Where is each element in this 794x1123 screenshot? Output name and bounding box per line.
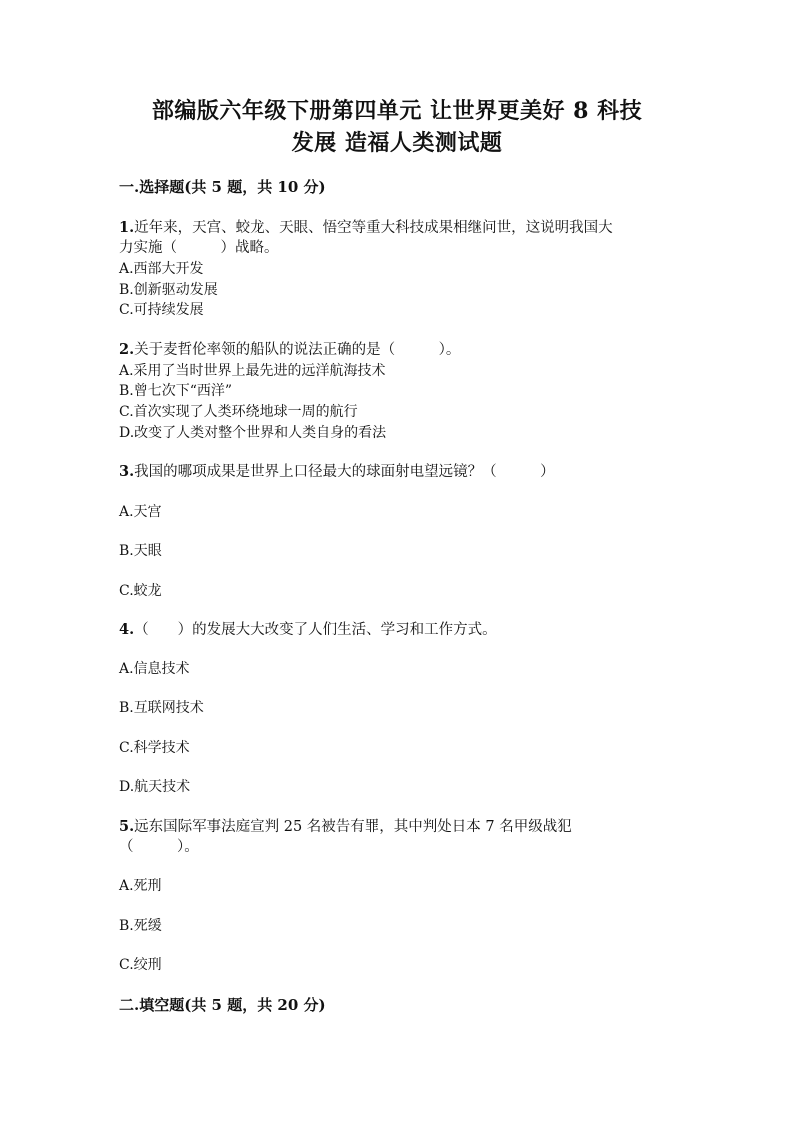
question-2-option-a: A.采用了当时世界上最先进的远洋航海技术 <box>119 363 386 379</box>
question-2-option-b: B.曾七次下“西洋” <box>119 383 233 399</box>
question-4-option-a: A.信息技术 <box>119 661 190 677</box>
question-1-stem-cont: 力实施（ ）战略。 <box>119 240 279 256</box>
question-4-option-c: C.科学技术 <box>119 740 190 756</box>
question-3-option-a: A.天宫 <box>119 504 162 520</box>
question-3-option-b: B.天眼 <box>119 543 162 559</box>
question-1-option-c: C.可持续发展 <box>119 302 204 318</box>
document-title-line-2: 发展 造福人类测试题 <box>291 130 503 156</box>
question-1-option-a: A.西部大开发 <box>119 261 204 277</box>
question-number: 4. <box>119 621 135 638</box>
question-5-option-c: C.绞刑 <box>119 957 162 973</box>
section-heading-fill: 二.填空题(共 5 题，共 20 分) <box>119 996 326 1014</box>
question-text: 远东国际军事法庭宣判 25 名被告有罪，其中判处日本 7 名甲级战犯 <box>134 819 572 835</box>
question-text: 关于麦哲伦率领的船队的说法正确的是（ ）。 <box>134 342 461 358</box>
question-4-option-b: B.互联网技术 <box>119 700 204 716</box>
question-4-stem <box>119 620 497 640</box>
question-number: 1. <box>119 219 135 236</box>
question-5-stem-cont: （ ）。 <box>119 839 199 855</box>
question-number: 3. <box>119 463 135 480</box>
question-text: （ ）的发展大大改变了人们生活、学习和工作方式。 <box>134 622 497 638</box>
question-1-option-b: B.创新驱动发展 <box>119 282 218 298</box>
question-2-option-c: C.首次实现了人类环绕地球一周的航行 <box>119 404 358 420</box>
question-text: 近年来，天宫、蛟龙、天眼、悟空等重大科技成果相继问世，这说明我国大 <box>134 220 613 236</box>
question-5-stem <box>119 817 572 837</box>
question-text: 我国的哪项成果是世界上口径最大的球面射电望远镜？（ ） <box>134 464 555 480</box>
question-3-option-c: C.蛟龙 <box>119 583 162 599</box>
section-heading-choice: 一.选择题(共 5 题，共 10 分) <box>119 178 326 196</box>
question-2-stem <box>119 340 460 360</box>
question-number: 5. <box>119 818 135 835</box>
question-2-option-d: D.改变了人类对整个世界和人类自身的看法 <box>119 425 387 441</box>
document-title-line-1: 部编版六年级下册第四单元 让世界更美好 8 科技 <box>151 98 643 124</box>
question-4-option-d: D.航天技术 <box>119 779 191 795</box>
question-5-option-a: A.死刑 <box>119 878 162 894</box>
question-number: 2. <box>119 341 135 358</box>
question-3-stem <box>119 462 555 482</box>
question-1-stem <box>119 218 613 238</box>
question-5-option-b: B.死缓 <box>119 918 162 934</box>
